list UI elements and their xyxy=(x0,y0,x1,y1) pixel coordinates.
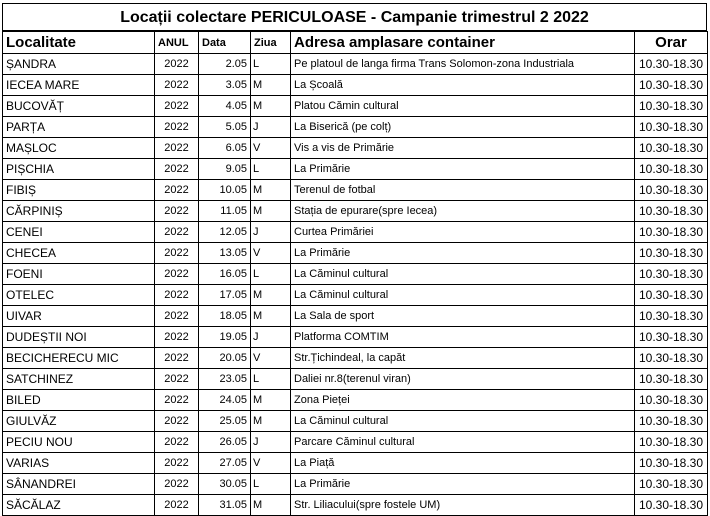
header-ziua: Ziua xyxy=(251,32,291,54)
cell-localitate: SĂCĂLAZ xyxy=(3,495,155,516)
cell-data: 9.05 xyxy=(199,159,251,180)
cell-data: 18.05 xyxy=(199,306,251,327)
cell-ziua: L xyxy=(251,159,291,180)
table-row xyxy=(3,75,708,96)
table-row xyxy=(3,390,708,411)
cell-orar: 10.30-18.30 xyxy=(635,411,708,432)
cell-localitate: MAȘLOC xyxy=(3,138,155,159)
cell-localitate: OTELEC xyxy=(3,285,155,306)
cell-data: 11.05 xyxy=(199,201,251,222)
cell-adresa: Stația de epurare(spre Iecea) xyxy=(291,201,635,222)
cell-anul: 2022 xyxy=(155,243,199,264)
cell-anul: 2022 xyxy=(155,306,199,327)
cell-adresa: La Sala de sport xyxy=(291,306,635,327)
cell-data: 3.05 xyxy=(199,75,251,96)
cell-data: 30.05 xyxy=(199,474,251,495)
cell-anul: 2022 xyxy=(155,180,199,201)
cell-ziua: J xyxy=(251,222,291,243)
cell-ziua: L xyxy=(251,264,291,285)
cell-localitate: ȘANDRA xyxy=(3,54,155,75)
cell-anul: 2022 xyxy=(155,138,199,159)
cell-ziua: M xyxy=(251,96,291,117)
cell-anul: 2022 xyxy=(155,96,199,117)
header-row xyxy=(3,32,708,54)
cell-localitate: CĂRPINIȘ xyxy=(3,201,155,222)
header-data: Data xyxy=(199,32,251,54)
cell-anul: 2022 xyxy=(155,285,199,306)
table-row xyxy=(3,201,708,222)
cell-adresa: La Primărie xyxy=(291,243,635,264)
cell-adresa: Zona Pieței xyxy=(291,390,635,411)
cell-orar: 10.30-18.30 xyxy=(635,201,708,222)
cell-localitate: BECICHERECU MIC xyxy=(3,348,155,369)
table-row xyxy=(3,327,708,348)
cell-anul: 2022 xyxy=(155,327,199,348)
cell-orar: 10.30-18.30 xyxy=(635,54,708,75)
table-row xyxy=(3,453,708,474)
cell-orar: 10.30-18.30 xyxy=(635,117,708,138)
table-row xyxy=(3,243,708,264)
cell-orar: 10.30-18.30 xyxy=(635,390,708,411)
cell-anul: 2022 xyxy=(155,264,199,285)
cell-adresa: Pe platoul de langa firma Trans Solomon-zona Industriala xyxy=(291,54,635,75)
cell-data: 5.05 xyxy=(199,117,251,138)
cell-orar: 10.30-18.30 xyxy=(635,369,708,390)
cell-adresa: Platforma COMTIM xyxy=(291,327,635,348)
cell-adresa: Curtea Primăriei xyxy=(291,222,635,243)
header-adresa: Adresa amplasare container xyxy=(291,32,635,54)
cell-adresa: La Școală xyxy=(291,75,635,96)
cell-ziua: V xyxy=(251,138,291,159)
cell-orar: 10.30-18.30 xyxy=(635,327,708,348)
cell-anul: 2022 xyxy=(155,201,199,222)
cell-anul: 2022 xyxy=(155,474,199,495)
cell-ziua: M xyxy=(251,390,291,411)
cell-orar: 10.30-18.30 xyxy=(635,138,708,159)
cell-data: 26.05 xyxy=(199,432,251,453)
cell-localitate: DUDEȘTII NOI xyxy=(3,327,155,348)
cell-localitate: PARȚA xyxy=(3,117,155,138)
cell-ziua: V xyxy=(251,348,291,369)
cell-localitate: BILED xyxy=(3,390,155,411)
cell-localitate: GIULVĂZ xyxy=(3,411,155,432)
table-row xyxy=(3,411,708,432)
cell-ziua: J xyxy=(251,327,291,348)
cell-localitate: FOENI xyxy=(3,264,155,285)
cell-orar: 10.30-18.30 xyxy=(635,243,708,264)
cell-data: 19.05 xyxy=(199,327,251,348)
cell-orar: 10.30-18.30 xyxy=(635,75,708,96)
table-row xyxy=(3,285,708,306)
cell-anul: 2022 xyxy=(155,54,199,75)
cell-anul: 2022 xyxy=(155,159,199,180)
table-row xyxy=(3,54,708,75)
cell-orar: 10.30-18.30 xyxy=(635,159,708,180)
cell-ziua: M xyxy=(251,201,291,222)
cell-data: 31.05 xyxy=(199,495,251,516)
cell-data: 2.05 xyxy=(199,54,251,75)
cell-ziua: M xyxy=(251,495,291,516)
cell-data: 4.05 xyxy=(199,96,251,117)
cell-ziua: L xyxy=(251,54,291,75)
cell-ziua: M xyxy=(251,411,291,432)
sheet-title: Locații colectare PERICULOASE - Campanie trimestrul 2 2022 xyxy=(2,3,707,31)
schedule-sheet xyxy=(2,3,707,512)
collection-schedule-table xyxy=(2,31,708,516)
cell-data: 10.05 xyxy=(199,180,251,201)
cell-data: 20.05 xyxy=(199,348,251,369)
cell-localitate: UIVAR xyxy=(3,306,155,327)
cell-orar: 10.30-18.30 xyxy=(635,96,708,117)
cell-anul: 2022 xyxy=(155,369,199,390)
cell-orar: 10.30-18.30 xyxy=(635,285,708,306)
cell-anul: 2022 xyxy=(155,117,199,138)
cell-ziua: M xyxy=(251,285,291,306)
cell-orar: 10.30-18.30 xyxy=(635,264,708,285)
cell-anul: 2022 xyxy=(155,453,199,474)
cell-data: 27.05 xyxy=(199,453,251,474)
table-row xyxy=(3,96,708,117)
cell-ziua: L xyxy=(251,369,291,390)
cell-data: 17.05 xyxy=(199,285,251,306)
cell-localitate: CENEI xyxy=(3,222,155,243)
cell-data: 13.05 xyxy=(199,243,251,264)
table-row xyxy=(3,306,708,327)
cell-adresa: Platou Cămin cultural xyxy=(291,96,635,117)
cell-orar: 10.30-18.30 xyxy=(635,348,708,369)
cell-data: 24.05 xyxy=(199,390,251,411)
cell-adresa: Daliei nr.8(terenul viran) xyxy=(291,369,635,390)
cell-adresa: La Piață xyxy=(291,453,635,474)
cell-anul: 2022 xyxy=(155,390,199,411)
cell-data: 25.05 xyxy=(199,411,251,432)
table-row xyxy=(3,348,708,369)
table-row xyxy=(3,117,708,138)
cell-anul: 2022 xyxy=(155,495,199,516)
cell-localitate: PECIU NOU xyxy=(3,432,155,453)
cell-ziua: J xyxy=(251,432,291,453)
cell-ziua: M xyxy=(251,75,291,96)
cell-data: 12.05 xyxy=(199,222,251,243)
cell-adresa: Str. Liliacului(spre fostele UM) xyxy=(291,495,635,516)
cell-orar: 10.30-18.30 xyxy=(635,222,708,243)
table-row xyxy=(3,159,708,180)
cell-adresa: Str.Țichindeal, la capăt xyxy=(291,348,635,369)
cell-adresa: La Biserică (pe colț) xyxy=(291,117,635,138)
table-row xyxy=(3,474,708,495)
cell-orar: 10.30-18.30 xyxy=(635,495,708,516)
cell-localitate: FIBIȘ xyxy=(3,180,155,201)
cell-ziua: V xyxy=(251,243,291,264)
cell-anul: 2022 xyxy=(155,222,199,243)
cell-anul: 2022 xyxy=(155,411,199,432)
cell-orar: 10.30-18.30 xyxy=(635,180,708,201)
table-row xyxy=(3,180,708,201)
cell-adresa: La Căminul cultural xyxy=(291,285,635,306)
cell-localitate: VARIAS xyxy=(3,453,155,474)
cell-adresa: La Primărie xyxy=(291,159,635,180)
cell-localitate: BUCOVĂȚ xyxy=(3,96,155,117)
cell-ziua: M xyxy=(251,306,291,327)
cell-ziua: J xyxy=(251,117,291,138)
table-row xyxy=(3,138,708,159)
cell-localitate: IECEA MARE xyxy=(3,75,155,96)
cell-adresa: La Căminul cultural xyxy=(291,411,635,432)
cell-data: 23.05 xyxy=(199,369,251,390)
cell-ziua: V xyxy=(251,453,291,474)
cell-ziua: M xyxy=(251,180,291,201)
cell-data: 6.05 xyxy=(199,138,251,159)
cell-adresa: Parcare Căminul cultural xyxy=(291,432,635,453)
cell-adresa: La Căminul cultural xyxy=(291,264,635,285)
header-anul: ANUL xyxy=(155,32,199,54)
cell-ziua: L xyxy=(251,474,291,495)
cell-localitate: PIȘCHIA xyxy=(3,159,155,180)
cell-anul: 2022 xyxy=(155,75,199,96)
table-row xyxy=(3,264,708,285)
cell-orar: 10.30-18.30 xyxy=(635,474,708,495)
cell-anul: 2022 xyxy=(155,348,199,369)
cell-anul: 2022 xyxy=(155,432,199,453)
table-row xyxy=(3,222,708,243)
table-row xyxy=(3,495,708,516)
cell-data: 16.05 xyxy=(199,264,251,285)
cell-localitate: SATCHINEZ xyxy=(3,369,155,390)
cell-localitate: CHECEA xyxy=(3,243,155,264)
header-orar: Orar xyxy=(635,32,708,54)
cell-localitate: SÂNANDREI xyxy=(3,474,155,495)
cell-adresa: Vis a vis de Primărie xyxy=(291,138,635,159)
cell-adresa: Terenul de fotbal xyxy=(291,180,635,201)
cell-adresa: La Primărie xyxy=(291,474,635,495)
cell-orar: 10.30-18.30 xyxy=(635,306,708,327)
header-localitate: Localitate xyxy=(3,32,155,54)
cell-orar: 10.30-18.30 xyxy=(635,432,708,453)
table-row xyxy=(3,369,708,390)
table-row xyxy=(3,432,708,453)
cell-orar: 10.30-18.30 xyxy=(635,453,708,474)
